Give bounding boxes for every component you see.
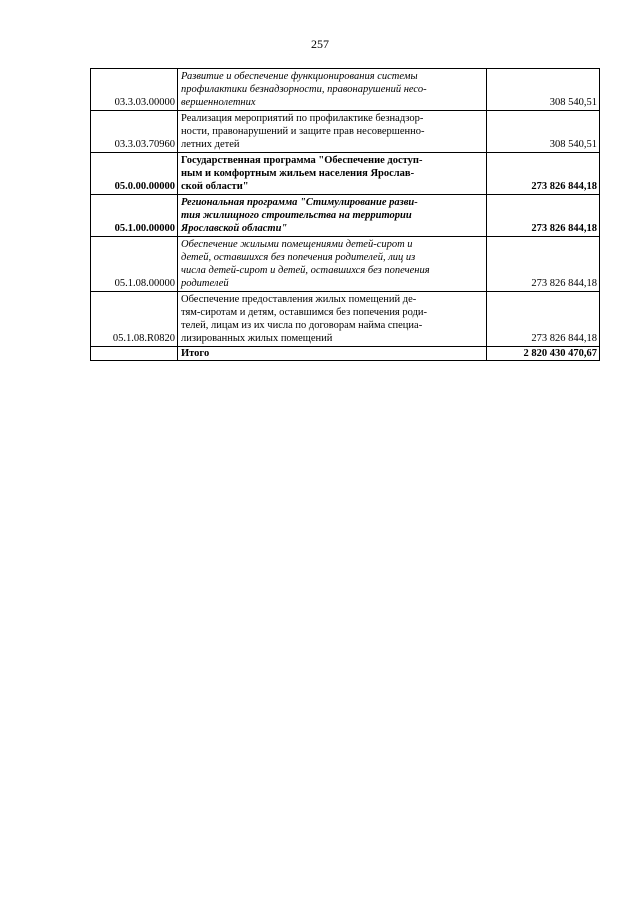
row-name-line: лизированных жилых помещений [181, 333, 333, 344]
row-name-line: телей, лицам из их числа по договорам найма специа- [181, 320, 423, 331]
total-code-cell [91, 347, 178, 361]
row-name-line: ности, правонарушений и защите прав несовершенно- [181, 126, 425, 137]
row-code: 03.3.03.00000 [91, 69, 178, 111]
row-code: 03.3.03.70960 [91, 111, 178, 153]
row-name-line: Развитие и обеспечение функционирования системы [181, 71, 418, 82]
row-sum: 273 826 844,18 [487, 195, 600, 237]
row-name-line: ской области" [181, 181, 249, 192]
row-code: 05.0.00.00000 [91, 153, 178, 195]
total-row [91, 347, 600, 361]
page-number: 257 [311, 37, 329, 51]
table-row [91, 111, 600, 153]
budget-table [90, 68, 600, 361]
table-row [91, 292, 600, 347]
table-row [91, 237, 600, 292]
row-sum: 273 826 844,18 [487, 237, 600, 292]
row-name-line: Государственная программа "Обеспечение доступ- [181, 155, 423, 166]
row-name-line: Реализация мероприятий по профилактике безнадзор- [181, 113, 424, 124]
row-name-line: Обеспечение жилыми помещениями детей-сирот и [181, 239, 413, 250]
row-name-line: родителей [181, 278, 229, 289]
row-code: 05.1.08.R0820 [91, 292, 178, 347]
row-name-line: профилактики безнадзорности, правонарушений несо- [181, 84, 427, 95]
row-name [178, 69, 487, 111]
table-row [91, 195, 600, 237]
row-name [178, 111, 487, 153]
row-code: 05.1.00.00000 [91, 195, 178, 237]
row-sum: 308 540,51 [487, 69, 600, 111]
row-name-line: Обеспечение предоставления жилых помещений де- [181, 294, 417, 305]
row-name [178, 153, 487, 195]
row-name-line: детей, оставшихся без попечения родителей, лиц из [181, 252, 416, 263]
row-name-line: Региональная программа "Стимулирование разви- [181, 197, 418, 208]
row-name [178, 237, 487, 292]
row-name-line: вершеннолетних [181, 97, 256, 108]
row-sum: 273 826 844,18 [487, 292, 600, 347]
total-label: Итого [178, 347, 487, 361]
row-name-line: летних детей [181, 139, 240, 150]
row-name [178, 292, 487, 347]
row-sum: 308 540,51 [487, 111, 600, 153]
table-row [91, 153, 600, 195]
row-name-line: числа детей-сирот и детей, оставшихся без попечения [181, 265, 430, 276]
total-sum: 2 820 430 470,67 [487, 347, 600, 361]
row-name-line: ным и комфортным жильем населения Ярослав- [181, 168, 415, 179]
row-sum: 273 826 844,18 [487, 153, 600, 195]
row-name-line: тия жилищного строительства на территории [181, 210, 412, 221]
row-name-line: тям-сиротам и детям, оставшимся без попечения роди- [181, 307, 428, 318]
row-name [178, 195, 487, 237]
row-name-line: Ярославской области" [181, 223, 288, 234]
row-code: 05.1.08.00000 [91, 237, 178, 292]
table-row [91, 69, 600, 111]
